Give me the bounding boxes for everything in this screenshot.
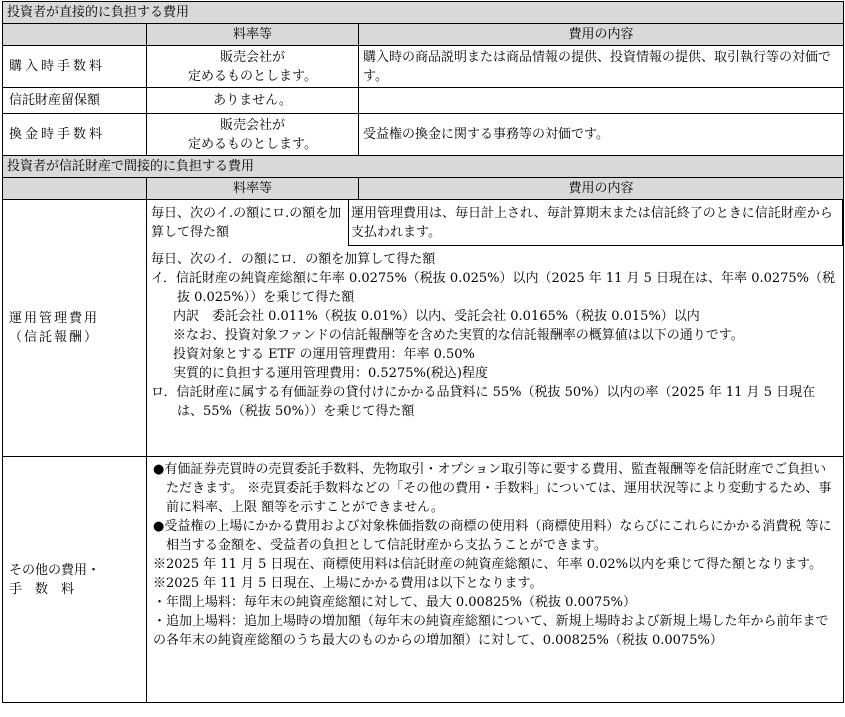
section-title-direct: 投資者が直接的に負担する費用 [3, 2, 844, 24]
column-header-blank [3, 24, 147, 46]
management-fee-detail [147, 200, 844, 457]
column-header-blank-2 [3, 178, 147, 200]
rate-purchase-fee [147, 46, 359, 88]
other-costs-line-1: ●有価証券売買時の売買委託手数料、先物取引・オプション取引等に要する費用、監査報酬等を信託財産でご負担いただきます。 ※売買委託手数料などの「その他の費用・手数料」については、運用状況等により変動するため、事前に料率、上限 額等を示すことができません。 [153, 462, 832, 515]
rate-retention: ありません。 [147, 88, 359, 114]
management-fee-rate-summary: 毎日、次のイ.の額にロ.の額を加算して得た額 [147, 200, 349, 246]
management-fee-line-b: ロ．信託財産に属する有価証券の貸付けにかかる品貸料に 55%（税抜 50%）以内の率（2025 年 11 月 5 日現在は、55%（税抜 50%））を乗じて得た額 [151, 385, 816, 419]
content-purchase-fee: 購入時の商品説明または商品情報の提供、投資情報の提供、取引執行等の対価です。 [359, 46, 844, 88]
other-costs-label-line-1: その他の費用・ [9, 562, 101, 578]
column-header-rate-2: 料率等 [147, 178, 359, 200]
other-costs-line-5: ・年間上場料：毎年末の純資産総額に対して、最大 0.00825%（税抜 0.0075%） [153, 595, 636, 610]
fee-table [2, 1, 844, 703]
other-costs-line-2: ●受益権の上場にかかる費用および対象株価指数の商標の使用料（商標使用料）ならびにこれらにかかる消費税 等に相当する金額を、受益者の負担として信託財産から支払うことができます。 [153, 519, 832, 553]
management-fee-etf-cost: 投資対象とする ETF の運用管理費用：年率 0.50% [173, 347, 475, 362]
content-redemption-fee: 受益権の換金に関する事務等の対価です。 [359, 114, 844, 156]
other-costs-line-6: ・追加上場料：追加上場時の増加額（毎年末の純資産総額について、新規上場時および新規上場した年から前年までの各年末の純資産総額のうち最大のものからの増加額）に対して、0.00825%（税抜 0.0075%） [153, 614, 829, 648]
row-label-other-costs [3, 457, 147, 703]
column-header-content-2: 費用の内容 [359, 178, 844, 200]
management-fee-line-1: 毎日、次のイ．の額にロ．の額を加算して得た額 [151, 252, 436, 267]
row-label-management-fee [3, 200, 147, 457]
management-fee-label-line-1: 運用管理費用 [9, 311, 100, 326]
content-retention [359, 88, 844, 114]
section-title-indirect: 投資者が信託財産で間接的に負担する費用 [3, 156, 844, 178]
other-costs-label-line-2: 手 数 料 [9, 581, 75, 597]
rate-purchase-fee-line-1: 販売会社が [219, 49, 285, 65]
management-fee-label-line-2: （信託報酬） [9, 330, 100, 345]
rate-redemption-fee-line-2: 定めるものとします。 [188, 136, 317, 152]
management-fee-note: ※なお、投資対象ファンドの信託報酬等を含めた実質的な信託報酬率の概算値は以下の通りです。 [173, 328, 744, 343]
other-costs-line-3: ※2025 年 11 月 5 日現在、商標使用料は信託財産の純資産総額に、年率 0.02%以内を乗じて得た額となります。 [153, 557, 822, 572]
rate-redemption-fee [147, 114, 359, 156]
other-costs-line-4: ※2025 年 11 月 5 日現在、上場にかかる費用は以下となります。 [153, 576, 543, 591]
other-costs-detail [147, 457, 844, 703]
management-fee-effective-cost: 実質的に負担する運用管理費用：0.5275%(税込)程度 [173, 366, 488, 381]
rate-redemption-fee-line-1: 販売会社が [219, 117, 285, 133]
column-header-rate: 料率等 [147, 24, 359, 46]
management-fee-content-summary: 運用管理費用は、毎日計上され、毎計算期末または信託終了のときに信託財産から支払われます。 [349, 200, 843, 246]
column-header-content: 費用の内容 [359, 24, 844, 46]
row-label-redemption-fee: 換金時手数料 [3, 114, 147, 156]
row-label-purchase-fee: 購入時手数料 [3, 46, 147, 88]
row-label-retention: 信託財産留保額 [3, 88, 147, 114]
rate-purchase-fee-line-2: 定めるものとします。 [188, 68, 317, 84]
management-fee-breakdown: 内訳 委託会社 0.011%（税抜 0.01%）以内、受託会社 0.0165%（税抜 0.015%）以内 [173, 309, 700, 324]
management-fee-line-a: イ．信託財産の純資産総額に年率 0.0275%（税抜 0.025%）以内（2025 年 11 月 5 日現在は、年率 0.0275%（税抜 0.025%））を乗じて得た額 [151, 271, 836, 305]
